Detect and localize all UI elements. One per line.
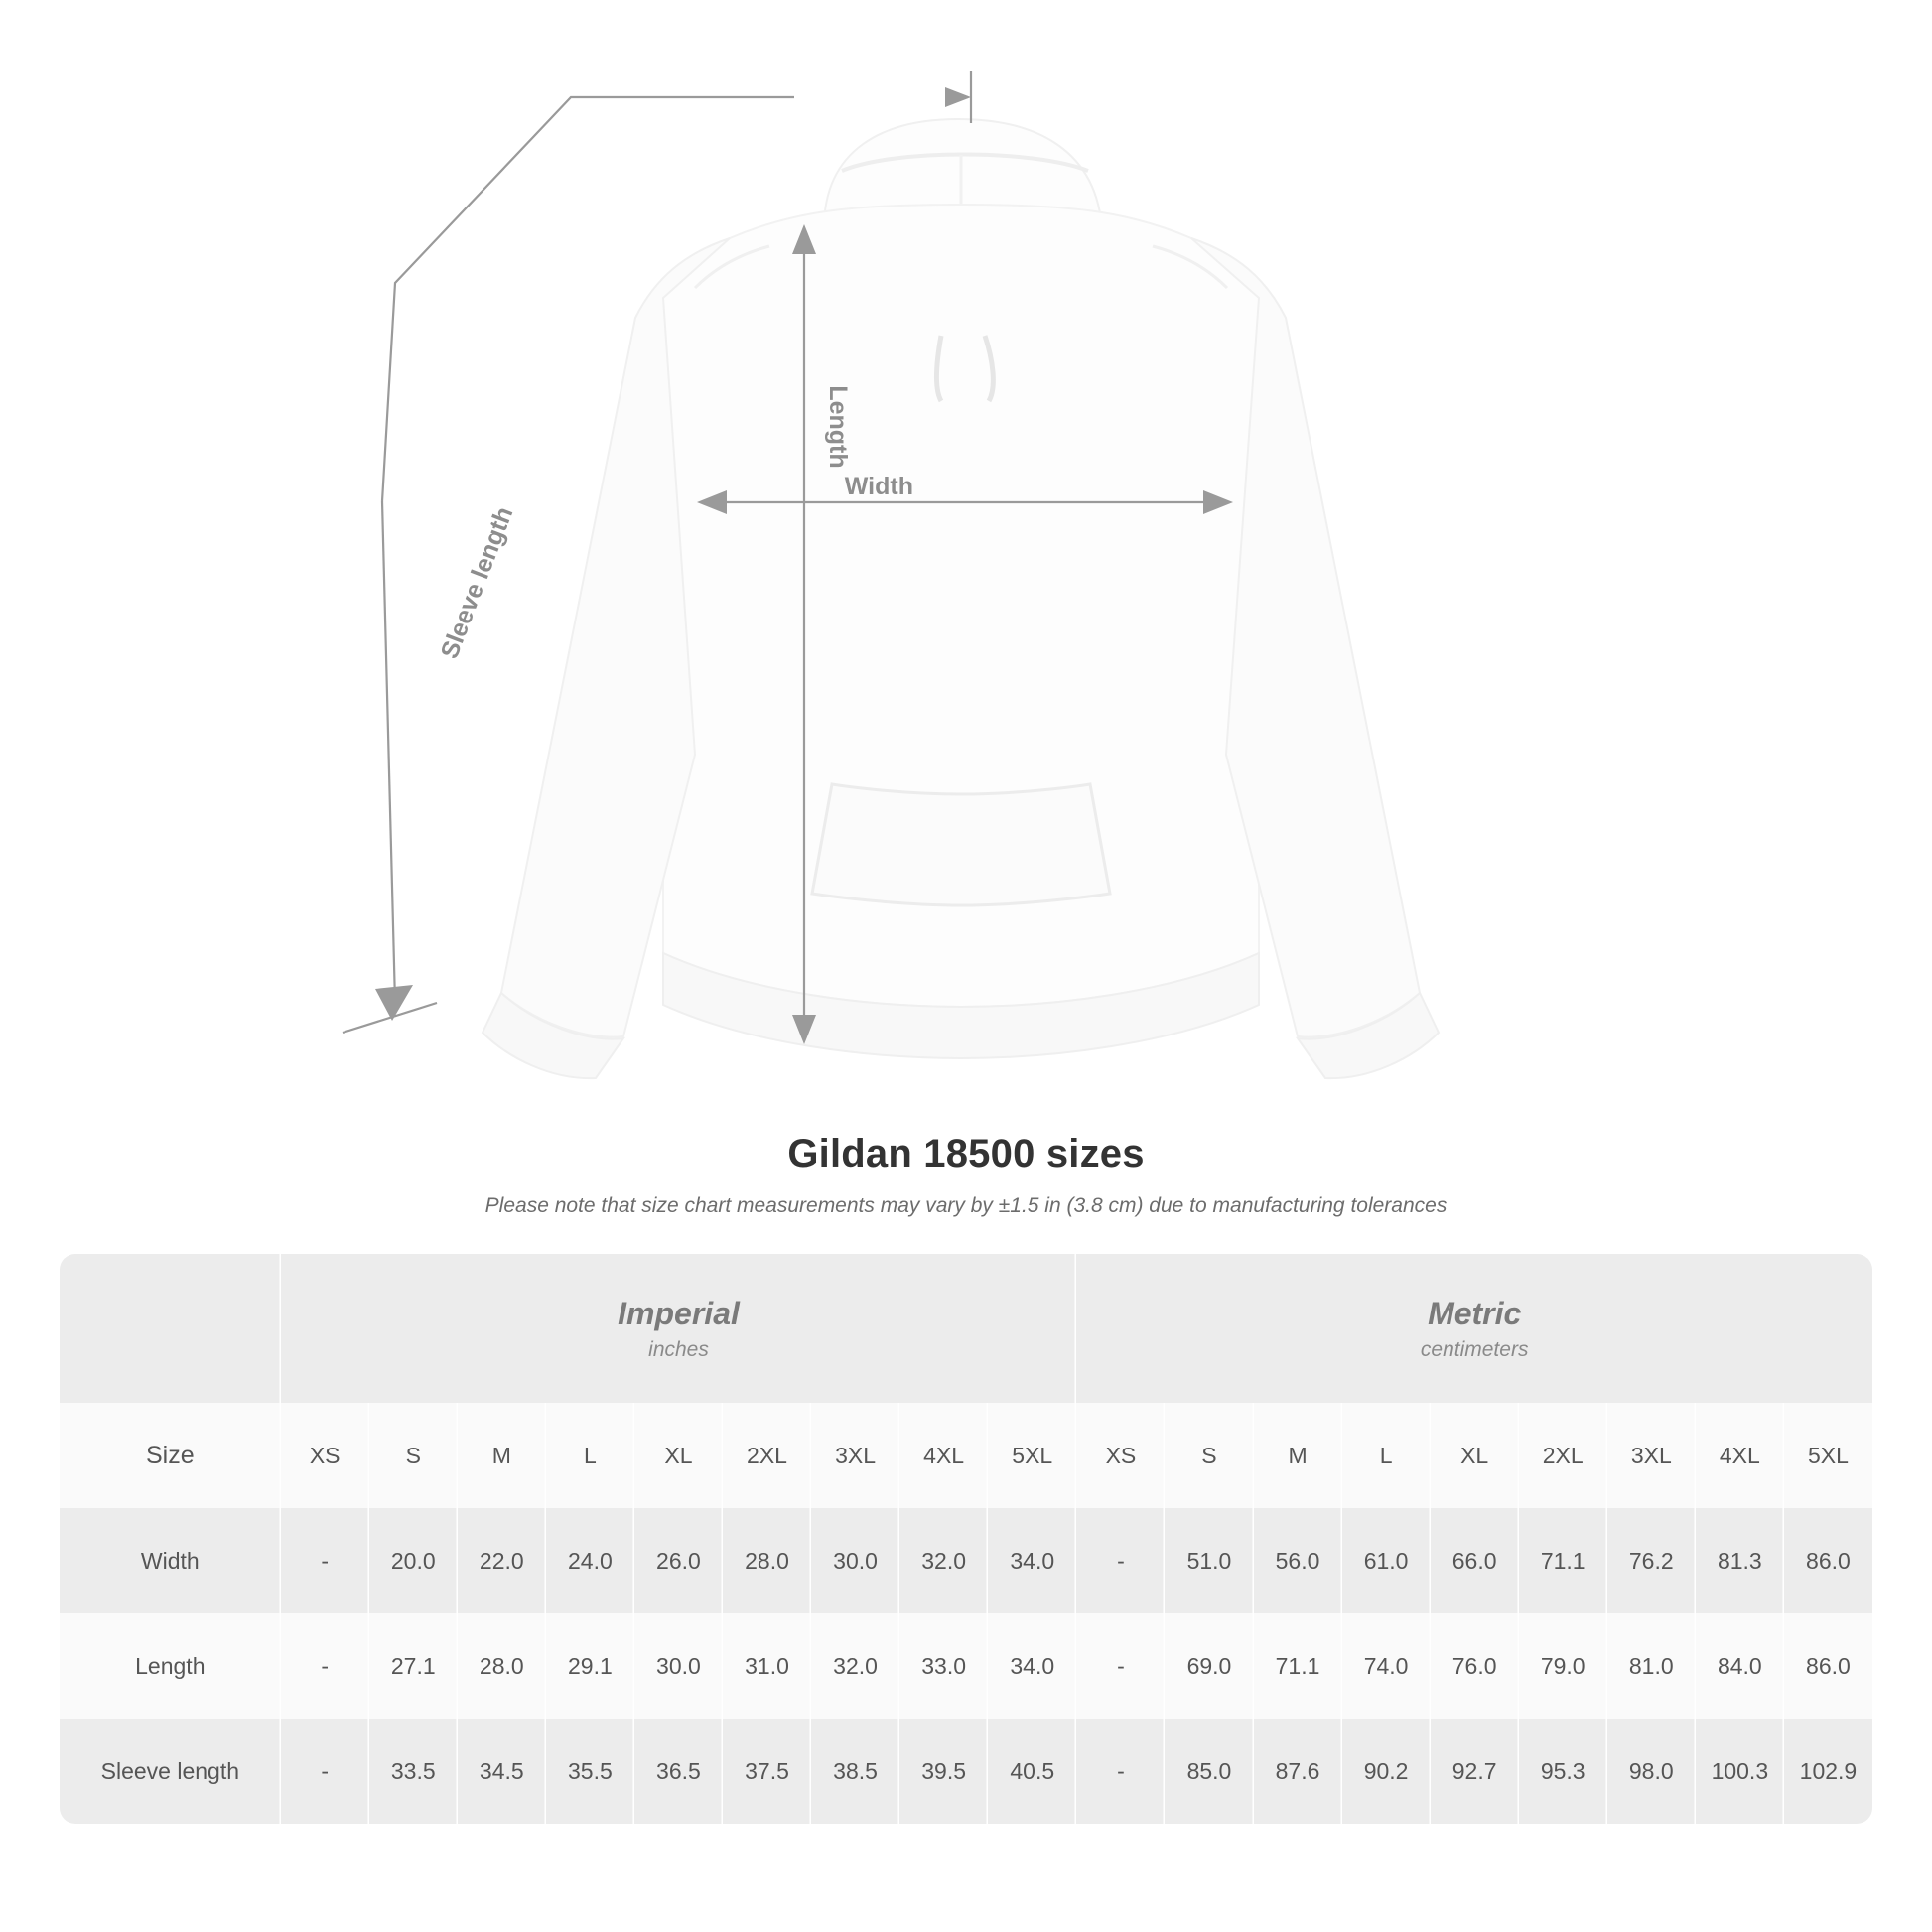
metric-label: Metric: [1428, 1295, 1522, 1331]
size-header-imperial-4xl: 4XL: [899, 1403, 988, 1508]
size-header-metric-l: L: [1342, 1403, 1431, 1508]
length-metric-4xl: 84.0: [1696, 1613, 1784, 1719]
size-header-metric-xs: XS: [1076, 1403, 1165, 1508]
imperial-unit-header: [281, 1254, 1077, 1403]
length-metric-s: 69.0: [1165, 1613, 1253, 1719]
row-label-sleeve-length: Sleeve length: [60, 1719, 281, 1824]
size-header-imperial-5xl: 5XL: [988, 1403, 1076, 1508]
size-header-imperial-2xl: 2XL: [723, 1403, 811, 1508]
sleeve-metric-l: 90.2: [1342, 1719, 1431, 1824]
sleeve-metric-2xl: 95.3: [1519, 1719, 1607, 1824]
units-spacer: [60, 1254, 281, 1403]
width-imperial-m: 22.0: [458, 1508, 546, 1613]
sleeve-imperial-2xl: 37.5: [723, 1719, 811, 1824]
length-imperial-m: 28.0: [458, 1613, 546, 1719]
imperial-label: Imperial: [618, 1295, 740, 1331]
sleeve-metric-m: 87.6: [1254, 1719, 1342, 1824]
sleeve-metric-xl: 92.7: [1431, 1719, 1519, 1824]
width-metric-5xl: 86.0: [1784, 1508, 1872, 1613]
units-header-row: [60, 1254, 1872, 1403]
size-header-label: Size: [60, 1403, 281, 1508]
length-metric-m: 71.1: [1254, 1613, 1342, 1719]
width-metric-4xl: 81.3: [1696, 1508, 1784, 1613]
length-imperial-3xl: 32.0: [811, 1613, 899, 1719]
size-header-row: [60, 1403, 1872, 1508]
size-chart-table: [60, 1254, 1872, 1824]
sleeve-metric-4xl: 100.3: [1696, 1719, 1784, 1824]
length-imperial-xs: -: [281, 1613, 369, 1719]
sleeve-imperial-5xl: 40.5: [988, 1719, 1076, 1824]
length-imperial-s: 27.1: [369, 1613, 458, 1719]
length-metric-5xl: 86.0: [1784, 1613, 1872, 1719]
width-metric-s: 51.0: [1165, 1508, 1253, 1613]
length-metric-3xl: 81.0: [1607, 1613, 1696, 1719]
size-header-metric-m: M: [1254, 1403, 1342, 1508]
row-label-length: Length: [60, 1613, 281, 1719]
width-metric-2xl: 71.1: [1519, 1508, 1607, 1613]
size-header-metric-5xl: 5XL: [1784, 1403, 1872, 1508]
width-imperial-4xl: 32.0: [899, 1508, 988, 1613]
width-metric-xl: 66.0: [1431, 1508, 1519, 1613]
width-imperial-5xl: 34.0: [988, 1508, 1076, 1613]
length-imperial-2xl: 31.0: [723, 1613, 811, 1719]
length-metric-l: 74.0: [1342, 1613, 1431, 1719]
hoodie-graphic: [483, 119, 1439, 1078]
size-header-imperial-3xl: 3XL: [811, 1403, 899, 1508]
size-header-metric-4xl: 4XL: [1696, 1403, 1784, 1508]
sleeve-imperial-l: 35.5: [546, 1719, 634, 1824]
sleeve-metric-5xl: 102.9: [1784, 1719, 1872, 1824]
sleeve-imperial-xs: -: [281, 1719, 369, 1824]
length-metric-xl: 76.0: [1431, 1613, 1519, 1719]
metric-sub: centimeters: [1420, 1338, 1529, 1362]
sleeve-imperial-4xl: 39.5: [899, 1719, 988, 1824]
label-sleeve-length: Sleeve length: [435, 502, 519, 663]
width-imperial-l: 24.0: [546, 1508, 634, 1613]
sleeve-metric-s: 85.0: [1165, 1719, 1253, 1824]
sleeve-imperial-3xl: 38.5: [811, 1719, 899, 1824]
size-header-imperial-xs: XS: [281, 1403, 369, 1508]
width-imperial-xl: 26.0: [634, 1508, 723, 1613]
size-header-metric-s: S: [1165, 1403, 1253, 1508]
length-imperial-5xl: 34.0: [988, 1613, 1076, 1719]
length-imperial-l: 29.1: [546, 1613, 634, 1719]
page-title: Gildan 18500 sizes: [787, 1132, 1145, 1175]
width-imperial-xs: -: [281, 1508, 369, 1613]
length-imperial-4xl: 33.0: [899, 1613, 988, 1719]
size-header-imperial-m: M: [458, 1403, 546, 1508]
length-metric-xs: -: [1076, 1613, 1165, 1719]
width-imperial-3xl: 30.0: [811, 1508, 899, 1613]
size-header-imperial-l: L: [546, 1403, 634, 1508]
metric-unit-header: [1076, 1254, 1872, 1403]
sleeve-imperial-xl: 36.5: [634, 1719, 723, 1824]
width-imperial-s: 20.0: [369, 1508, 458, 1613]
size-header-metric-xl: XL: [1431, 1403, 1519, 1508]
tolerance-note: Please note that size chart measurements may vary by ±1.5 in (3.8 cm) due to manufacturing tolerances: [484, 1194, 1448, 1217]
imperial-sub: inches: [648, 1338, 709, 1362]
sleeve-imperial-m: 34.5: [458, 1719, 546, 1824]
sleeve-imperial-s: 33.5: [369, 1719, 458, 1824]
size-chart-table-wrap: [60, 1254, 1872, 1824]
length-imperial-xl: 30.0: [634, 1613, 723, 1719]
table-row: [60, 1508, 1872, 1613]
width-metric-l: 61.0: [1342, 1508, 1431, 1613]
size-header-metric-2xl: 2XL: [1519, 1403, 1607, 1508]
width-metric-m: 56.0: [1254, 1508, 1342, 1613]
width-metric-xs: -: [1076, 1508, 1165, 1613]
label-length: Length: [824, 385, 852, 469]
label-width: Width: [844, 473, 913, 500]
size-header-imperial-s: S: [369, 1403, 458, 1508]
table-row: [60, 1613, 1872, 1719]
size-header-metric-3xl: 3XL: [1607, 1403, 1696, 1508]
length-metric-2xl: 79.0: [1519, 1613, 1607, 1719]
sleeve-metric-xs: -: [1076, 1719, 1165, 1824]
width-metric-3xl: 76.2: [1607, 1508, 1696, 1613]
sleeve-metric-3xl: 98.0: [1607, 1719, 1696, 1824]
row-label-width: Width: [60, 1508, 281, 1613]
table-row: [60, 1719, 1872, 1824]
size-header-imperial-xl: XL: [634, 1403, 723, 1508]
chart-header: [0, 1132, 1932, 1218]
width-imperial-2xl: 28.0: [723, 1508, 811, 1613]
